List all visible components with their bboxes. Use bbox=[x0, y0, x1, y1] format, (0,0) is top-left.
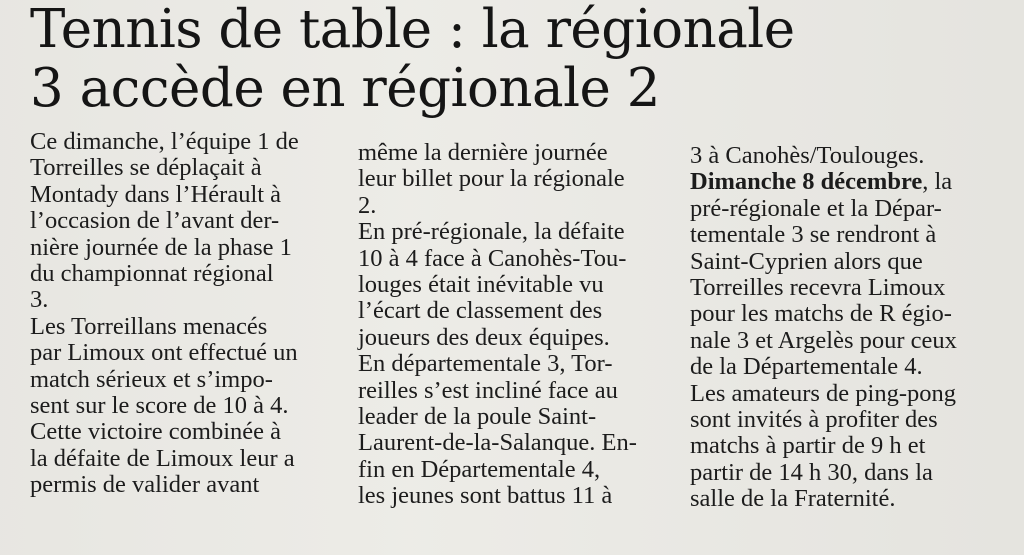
col2-line: En départementale 3, Tor- bbox=[358, 350, 613, 378]
col3-line: sont invités à profiter des bbox=[690, 406, 938, 434]
article-column-1 bbox=[30, 129, 299, 499]
col3-line: partir de 14 h 30, dans la bbox=[690, 458, 933, 486]
col1-line: nière journée de la phase 1 bbox=[30, 233, 292, 261]
col2-line: les jeunes sont battus 11 à bbox=[358, 482, 613, 510]
col1-line: Montady dans l’Hérault à bbox=[30, 180, 282, 208]
col1-line: du championnat régional bbox=[30, 260, 274, 288]
col2-line: leader de la poule Saint- bbox=[358, 403, 597, 431]
col3-line: Les amateurs de ping-pong bbox=[690, 379, 957, 407]
article-column-2 bbox=[358, 140, 637, 510]
event-date: Dimanche 8 décembre bbox=[690, 168, 923, 196]
col2-line: l’écart de classement des bbox=[358, 297, 603, 325]
col2-line: joueurs des deux équipes. bbox=[358, 323, 610, 351]
col1-line: Les Torreillans menacés bbox=[30, 312, 268, 340]
col3-line: nale 3 et Argelès pour ceux bbox=[690, 326, 957, 354]
col2-line: 2. bbox=[358, 191, 377, 219]
col2-line: Laurent-de-la-Salanque. En- bbox=[358, 429, 637, 457]
headline-line-2: 3 accède en régionale 2 bbox=[30, 58, 660, 119]
col2-line: leur billet pour la régionale bbox=[358, 165, 625, 193]
col3-line: pour les matchs de R égio- bbox=[690, 300, 952, 328]
col1-line: par Limoux ont effectué un bbox=[30, 339, 298, 367]
col2-line: louges était inévitable vu bbox=[358, 271, 604, 299]
col3-line: tementale 3 se rendront à bbox=[690, 221, 937, 249]
col3-line: 3 à Canohès/Toulouges. bbox=[690, 142, 925, 169]
col1-line: Torreilles se déplaçait à bbox=[30, 154, 262, 182]
article-headline bbox=[30, 0, 990, 118]
col1-line: permis de valider avant bbox=[30, 471, 260, 499]
col1-line: l’occasion de l’avant der- bbox=[30, 207, 280, 235]
headline-line-1: Tennis de table : la régionale bbox=[30, 0, 795, 60]
col2-line: En pré-régionale, la défaite bbox=[358, 218, 625, 246]
col2-line: 10 à 4 face à Canohès-Tou- bbox=[358, 244, 627, 272]
col1-line: Cette victoire combinée à bbox=[30, 418, 282, 446]
col3-line-rest: , la bbox=[922, 168, 953, 196]
col3-line: pré-régionale et la Dépar- bbox=[690, 194, 942, 222]
col2-line: même la dernière journée bbox=[358, 139, 608, 166]
col2-line: fin en Départementale 4, bbox=[358, 455, 601, 483]
col3-line: Torreilles recevra Limoux bbox=[690, 274, 946, 302]
col1-line: match sérieux et s’impo- bbox=[30, 365, 273, 393]
col2-line: reilles s’est incliné face au bbox=[358, 376, 618, 404]
col3-line: Saint-Cyprien alors que bbox=[690, 247, 923, 275]
col1-line: sent sur le score de 10 à 4. bbox=[30, 392, 289, 420]
col3-line: salle de la Fraternité. bbox=[690, 485, 896, 513]
article-column-3 bbox=[690, 143, 957, 513]
col1-line: Ce dimanche, l’équipe 1 de bbox=[30, 128, 299, 155]
col1-line: 3. bbox=[30, 286, 49, 314]
col3-line: matchs à partir de 9 h et bbox=[690, 432, 926, 460]
col1-line: la défaite de Limoux leur a bbox=[30, 444, 295, 472]
col3-date-line bbox=[690, 169, 957, 195]
col3-line: de la Départementale 4. bbox=[690, 353, 923, 381]
